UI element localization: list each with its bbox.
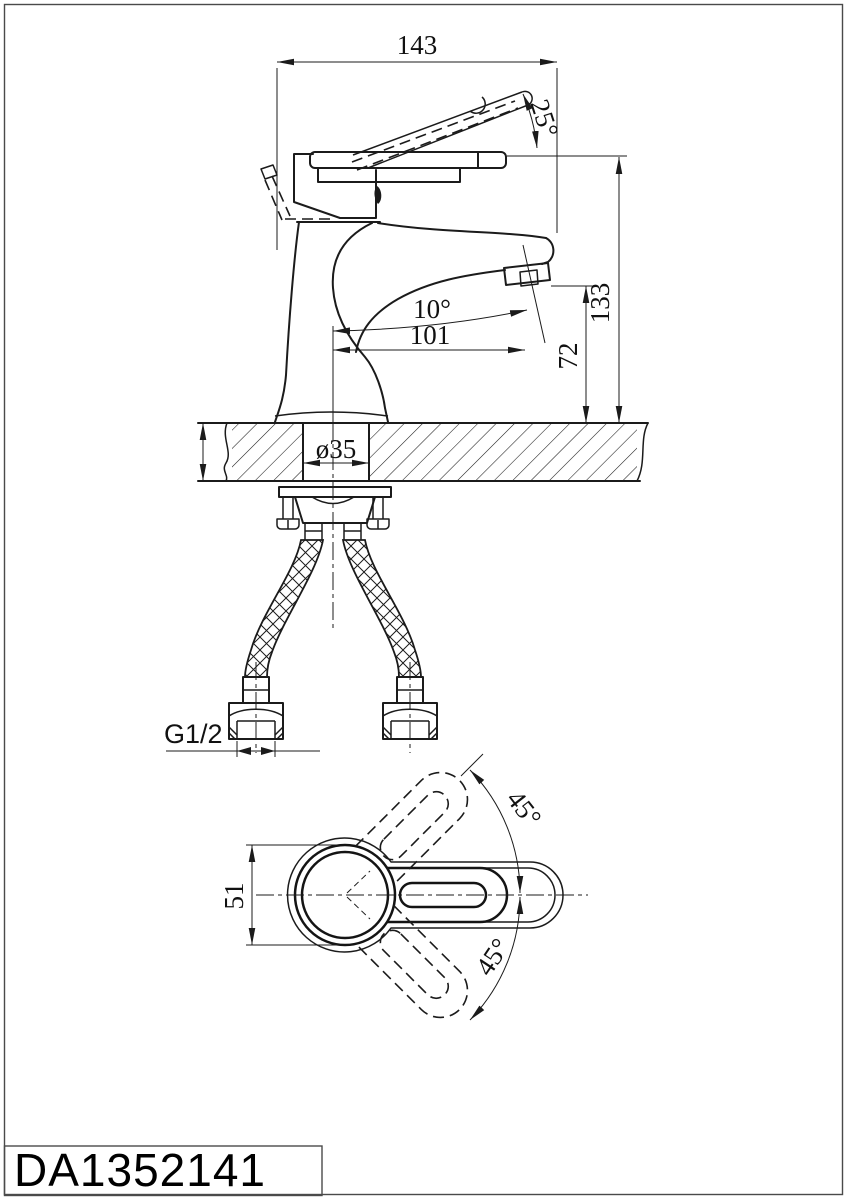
dim-lever-angle: 25°: [524, 95, 565, 141]
title-block: [5, 1144, 323, 1196]
faucet-body: [261, 91, 553, 422]
dim-spout-reach: 101: [409, 320, 451, 350]
dim-outlet-height: 72: [553, 342, 583, 370]
dim-swing-up: 45°: [500, 784, 548, 833]
dim-body-width: 51: [219, 882, 249, 910]
top-view: [219, 754, 588, 1029]
supply-hoses: [229, 540, 437, 753]
faucet-column: [275, 222, 388, 422]
countertop-section: [198, 423, 648, 481]
top-view-dimensions: [219, 754, 548, 1020]
handle-position-down-45: [356, 906, 479, 1029]
dim-hole-diameter: ø35: [315, 434, 357, 464]
dim-overall-length: 143: [396, 30, 438, 60]
dim-spout-tilt: 10°: [413, 294, 451, 324]
dim-hose-thread: G1/2: [164, 719, 223, 749]
handle-position-up-45: [356, 761, 479, 884]
product-code: DA1352141: [14, 1144, 266, 1196]
spout: [356, 223, 553, 352]
mounting-hardware: [277, 487, 391, 540]
dim-swing-down: 45°: [469, 932, 516, 982]
front-view: [164, 30, 648, 757]
dim-overall-height: 133: [585, 282, 615, 324]
